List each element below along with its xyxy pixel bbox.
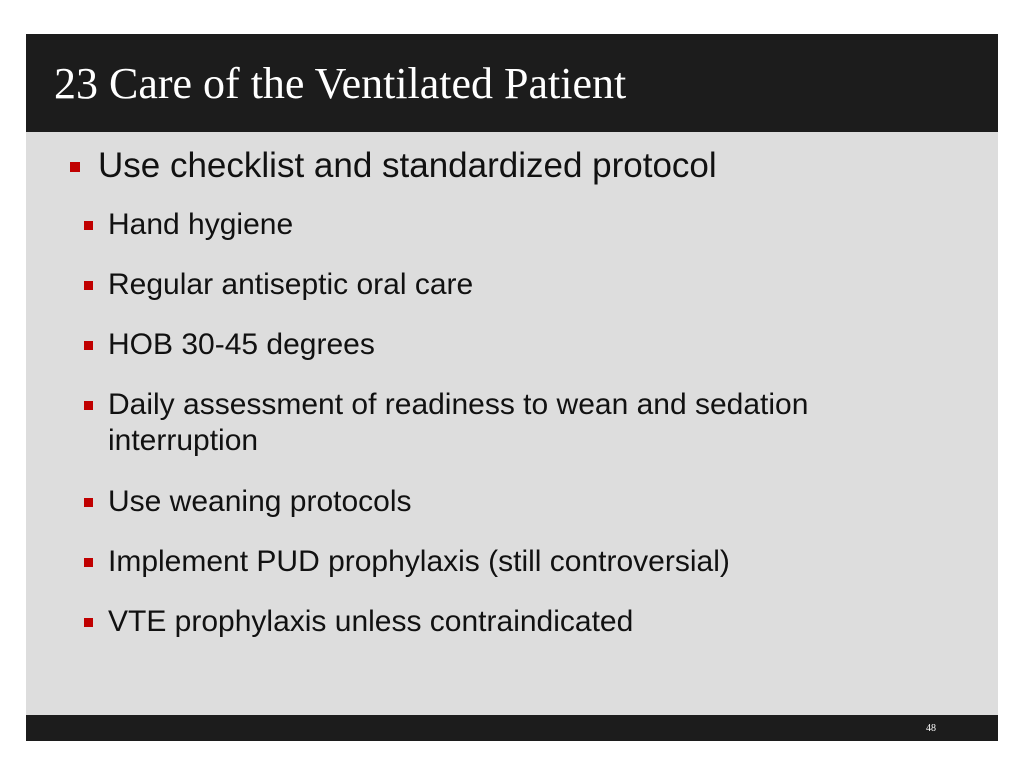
- square-bullet-icon: [84, 401, 93, 410]
- square-bullet-icon: [84, 281, 93, 290]
- title-bar: [26, 34, 998, 132]
- sub-bullet-vte-prophylaxis: [84, 604, 944, 640]
- square-bullet-icon: [84, 618, 93, 627]
- main-bullet-text: Use checklist and standardized protocol: [98, 146, 717, 185]
- page-number: 48: [926, 723, 936, 734]
- sub-bullet-daily-assessment: [84, 387, 944, 459]
- sub-bullet-text: Daily assessment of readiness to wean and sedation interruption: [108, 388, 809, 457]
- sub-bullet-text: Implement PUD prophylaxis (still controversial): [108, 545, 730, 578]
- slide-title: 23 Care of the Ventilated Patient: [54, 59, 627, 108]
- sub-bullet-text: Hand hygiene: [108, 208, 294, 241]
- slide-content: [26, 132, 998, 715]
- sub-bullet-oral-care: [84, 267, 944, 303]
- footer-bar: [26, 715, 998, 741]
- slide: [26, 34, 998, 741]
- sub-bullet-text: HOB 30-45 degrees: [108, 328, 375, 361]
- square-bullet-icon: [84, 558, 93, 567]
- sub-bullet-pud-prophylaxis: [84, 544, 944, 580]
- sub-bullet-weaning-protocols: [84, 484, 944, 520]
- sub-bullet-text: Regular antiseptic oral care: [108, 268, 474, 301]
- sub-bullet-text: Use weaning protocols: [108, 485, 412, 518]
- square-bullet-icon: [84, 341, 93, 350]
- square-bullet-icon: [70, 162, 80, 172]
- sub-bullet-text: VTE prophylaxis unless contraindicated: [108, 605, 634, 638]
- square-bullet-icon: [84, 498, 93, 507]
- sub-bullet-hand-hygiene: [84, 207, 944, 243]
- sub-bullet-hob: [84, 327, 944, 363]
- square-bullet-icon: [84, 221, 93, 230]
